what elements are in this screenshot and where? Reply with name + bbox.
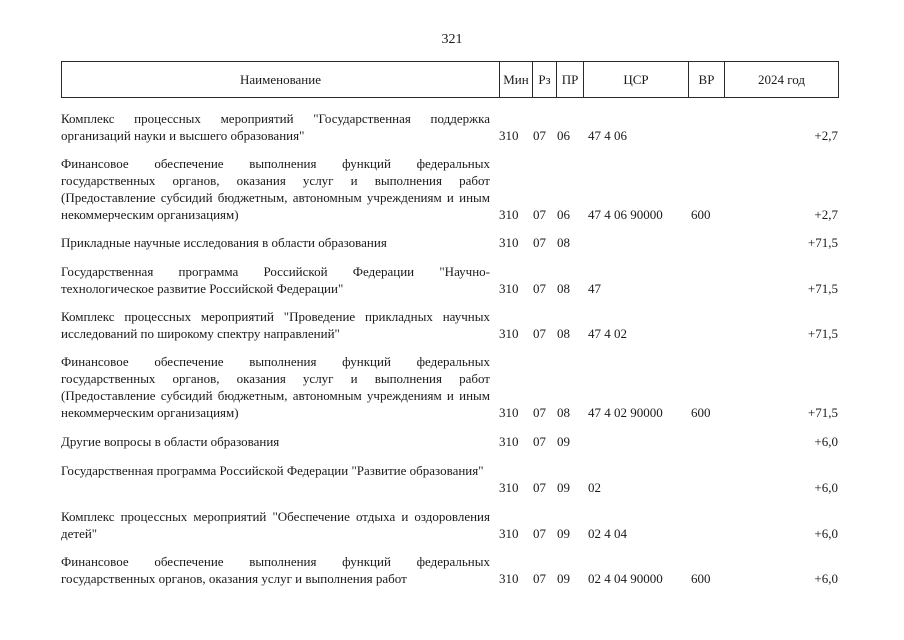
row-min: 310 xyxy=(499,571,519,586)
row-name: Комплекс процессных мероприятий "Государственная поддержка организаций науки и высшего образования" xyxy=(61,111,490,143)
header-rz: Рз xyxy=(532,62,556,97)
row-rz: 07 xyxy=(533,128,546,143)
row-csr: 02 4 04 xyxy=(588,526,627,541)
row-rz: 07 xyxy=(533,571,546,586)
row-name: Прикладные научные исследования в области образования xyxy=(61,235,387,250)
row-pr: 08 xyxy=(557,405,570,420)
row-csr: 47 4 02 90000 xyxy=(588,405,663,420)
row-pr: 09 xyxy=(557,571,570,586)
row-rz: 07 xyxy=(533,207,546,222)
row-vr: 600 xyxy=(691,405,711,420)
row-pr: 09 xyxy=(557,434,570,449)
row-name: Государственная программа Российской Федерации "Развитие образования" xyxy=(61,463,484,478)
row-min: 310 xyxy=(499,405,519,420)
row-rz: 07 xyxy=(533,326,546,341)
row-min: 310 xyxy=(499,207,519,222)
row-min: 310 xyxy=(499,434,519,449)
row-rz: 07 xyxy=(533,281,546,296)
row-name: Комплекс процессных мероприятий "Проведение прикладных научных исследований по широкому спектру направлений" xyxy=(61,309,490,341)
row-name: Другие вопросы в области образования xyxy=(61,434,280,449)
row-min: 310 xyxy=(499,281,519,296)
row-min: 310 xyxy=(499,128,519,143)
row-rz: 07 xyxy=(533,235,546,250)
header-name: Наименование xyxy=(240,72,321,87)
table-row xyxy=(0,110,904,144)
row-csr: 47 4 06 90000 xyxy=(588,207,663,222)
row-vr: 600 xyxy=(691,571,711,586)
table-row xyxy=(0,553,904,587)
row-min: 310 xyxy=(499,326,519,341)
row-pr: 08 xyxy=(557,281,570,296)
row-rz: 07 xyxy=(533,526,546,541)
row-pr: 09 xyxy=(557,526,570,541)
row-amount: +71,5 xyxy=(807,326,838,341)
row-rz: 07 xyxy=(533,405,546,420)
row-amount: +6,0 xyxy=(814,571,838,586)
header-year: 2024 год xyxy=(724,62,838,97)
table-row xyxy=(0,462,904,496)
row-amount: +2,7 xyxy=(814,128,838,143)
row-rz: 07 xyxy=(533,480,546,495)
table-row xyxy=(0,433,904,450)
table-row xyxy=(0,155,904,223)
row-amount: +2,7 xyxy=(814,207,838,222)
row-pr: 08 xyxy=(557,235,570,250)
row-name: Финансовое обеспечение выполнения функций федеральных государственных органов, оказания услуг и выполнения работ xyxy=(61,554,490,586)
row-name: Государственная программа Российской Федерации "Научно-технологическое развитие Российской Федерации" xyxy=(61,264,490,296)
header-csr: ЦСР xyxy=(583,62,688,97)
row-vr: 600 xyxy=(691,207,711,222)
row-pr: 09 xyxy=(557,480,570,495)
table-row xyxy=(0,234,904,251)
row-min: 310 xyxy=(499,526,519,541)
table-row xyxy=(0,308,904,342)
row-csr: 02 xyxy=(588,480,601,495)
page-number: 321 xyxy=(441,32,463,47)
row-min: 310 xyxy=(499,235,519,250)
row-pr: 06 xyxy=(557,207,570,222)
row-amount: +71,5 xyxy=(807,235,838,250)
table-row xyxy=(0,508,904,542)
row-name: Финансовое обеспечение выполнения функций федеральных государственных органов, оказания услуг и выполнения работ (Предоставление субсидий бюджетным, автономным учреждениям и иным некоммерческим организациям) xyxy=(61,156,490,222)
table-row xyxy=(0,263,904,297)
row-csr: 47 xyxy=(588,281,601,296)
header-pr: ПР xyxy=(556,62,583,97)
row-csr: 47 4 06 xyxy=(588,128,627,143)
row-pr: 08 xyxy=(557,326,570,341)
header-min: Мин xyxy=(499,62,532,97)
row-csr: 02 4 04 90000 xyxy=(588,571,663,586)
row-amount: +71,5 xyxy=(807,405,838,420)
row-pr: 06 xyxy=(557,128,570,143)
row-amount: +6,0 xyxy=(814,434,838,449)
row-amount: +6,0 xyxy=(814,480,838,495)
row-csr: 47 4 02 xyxy=(588,326,627,341)
header-vr: ВР xyxy=(688,62,724,97)
row-amount: +6,0 xyxy=(814,526,838,541)
row-amount: +71,5 xyxy=(807,281,838,296)
row-name: Комплекс процессных мероприятий "Обеспечение отдыха и оздоровления детей" xyxy=(61,509,490,541)
table-row xyxy=(0,353,904,421)
row-min: 310 xyxy=(499,480,519,495)
row-rz: 07 xyxy=(533,434,546,449)
row-name: Финансовое обеспечение выполнения функций федеральных государственных органов, оказания услуг и выполнения работ (Предоставление субсидий бюджетным, автономным учреждениям и иным некоммерческим организациям) xyxy=(61,354,490,420)
